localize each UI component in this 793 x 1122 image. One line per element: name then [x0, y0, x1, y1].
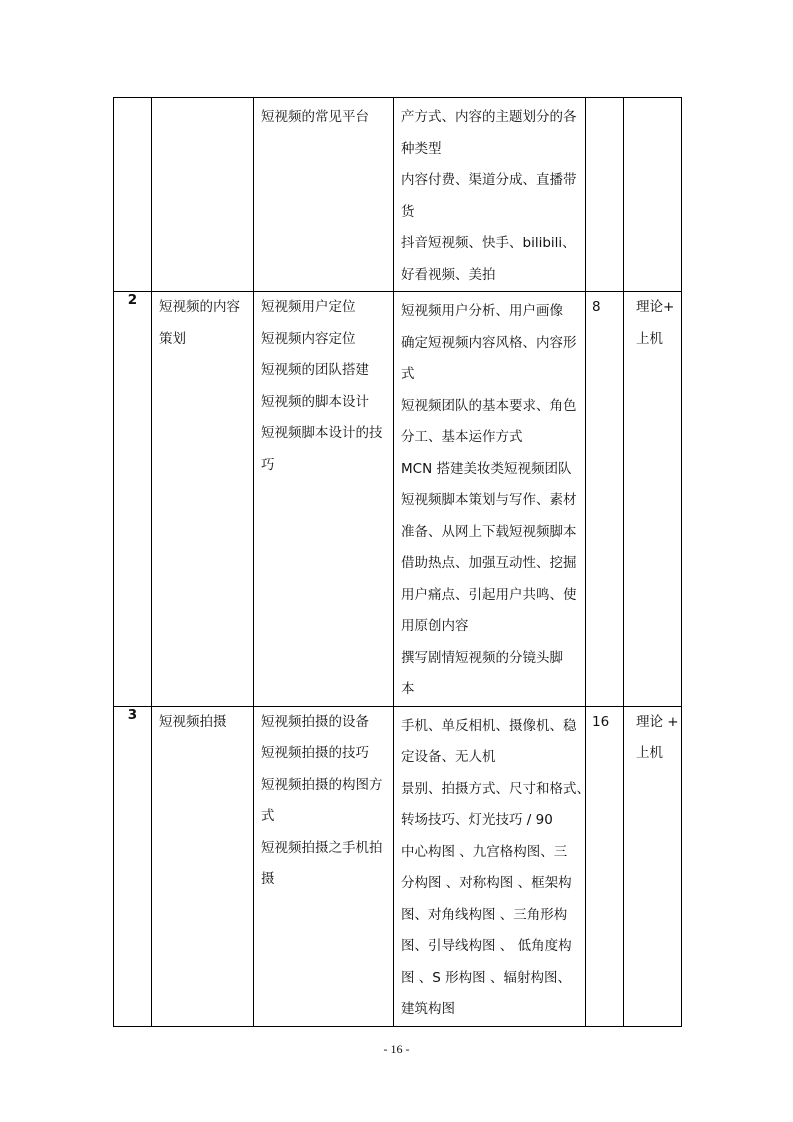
table-row	[114, 706, 682, 1026]
content-line: MCN 搭建美妆类短视频团队	[401, 460, 572, 477]
content-line: 短视频用户分析、用户画像	[401, 303, 563, 319]
topic-line: 短视频的脚本设计	[261, 393, 369, 410]
content-line: 货	[401, 203, 415, 220]
content-line: 种类型	[401, 140, 442, 157]
content-cell	[394, 292, 586, 707]
module-line: 短视频的内容	[159, 299, 240, 315]
content-line: 短视频团队的基本要求、角色	[401, 397, 577, 414]
content-line: 图、对角线构图 、三角形构	[401, 906, 568, 923]
method-line: 理论 +	[636, 713, 679, 730]
content-line: 本	[401, 681, 415, 697]
content-line: 借助热点、加强互动性、挖掘	[401, 555, 577, 571]
content-line: 撰写剧情短视频的分镜头脚	[401, 649, 563, 666]
content-line: 手机、单反相机、摄像机、稳	[401, 717, 577, 734]
hours-cell	[586, 706, 624, 1026]
method-cell	[624, 706, 682, 1026]
topic-line: 短视频拍摄的技巧	[261, 745, 369, 761]
topics-cell	[254, 292, 394, 707]
number-cell	[114, 98, 152, 292]
hours-cell	[586, 292, 624, 707]
page-number: - 16 -	[383, 1042, 410, 1056]
method-cell	[624, 292, 682, 707]
module-line: 短视频拍摄	[159, 713, 227, 730]
topic-line: 巧	[261, 456, 275, 473]
content-line: 准备、从网上下载短视频脚本	[401, 523, 577, 540]
topic-line: 短视频拍摄的构图方	[261, 776, 383, 793]
content-line: 式	[401, 366, 415, 382]
content-line: 用户痛点、引起用户共鸣、使	[401, 586, 577, 603]
content-line: 图、引导线构图 、 低角度构	[401, 938, 572, 954]
topic-line: 短视频用户定位	[261, 299, 356, 315]
topic-line: 短视频的团队搭建	[261, 362, 369, 378]
topic-line: 短视频内容定位	[261, 330, 356, 347]
topic-line: 短视频拍摄之手机拍	[261, 839, 383, 856]
topics-cell	[254, 706, 394, 1026]
content-line: 抖音短视频、快手、bilibili、	[401, 235, 576, 251]
content-cell	[394, 706, 590, 1026]
table-row	[114, 98, 682, 292]
content-line: 好看视频、美拍	[401, 266, 496, 283]
content-line: 确定短视频内容风格、内容形	[401, 334, 577, 351]
hours-cell	[586, 98, 624, 292]
content-line: 建筑构图	[401, 1001, 455, 1017]
topic-line: 式	[261, 808, 275, 824]
topic-line: 短视频拍摄的设备	[261, 713, 369, 730]
method-cell	[624, 98, 682, 292]
content-line: 用原创内容	[401, 618, 469, 634]
content-line: 产方式、内容的主题划分的各	[401, 109, 577, 125]
content-line: 内容付费、渠道分成、直播带	[401, 172, 577, 188]
module-line: 策划	[159, 330, 186, 347]
content-line: 分工、基本运作方式	[401, 429, 523, 445]
content-line: 图 、S 形构图 、辐射构图、	[401, 969, 571, 986]
module-cell	[152, 706, 254, 1026]
content-cell	[394, 98, 586, 292]
topic-line: 短视频的常见平台	[261, 109, 369, 125]
curriculum-table	[113, 97, 682, 1027]
topics-cell	[254, 98, 394, 292]
topic-line: 摄	[261, 871, 275, 887]
number-cell: 2	[114, 292, 152, 707]
table-row	[114, 292, 682, 707]
module-cell	[152, 292, 254, 707]
number-cell: 3	[114, 706, 152, 1026]
hours-value: 8	[592, 299, 601, 315]
content-line: 短视频脚本策划与写作、素材	[401, 492, 577, 508]
content-line: 中心构图 、九宫格构图、三	[401, 843, 568, 860]
topic-line: 短视频脚本设计的技	[261, 425, 383, 441]
method-line: 上机	[636, 330, 663, 347]
content-line: 转场技巧、灯光技巧 / 90	[401, 812, 553, 828]
method-line: 上机	[636, 745, 663, 761]
content-line: 定设备、无人机	[401, 749, 496, 765]
method-line: 理论+	[636, 299, 675, 315]
content-line: 分构图 、对称构图 、框架构	[401, 875, 572, 891]
hours-value: 16	[592, 713, 610, 730]
module-cell	[152, 98, 254, 292]
content-line: 景别、拍摄方式、尺寸和格式、	[401, 780, 590, 797]
